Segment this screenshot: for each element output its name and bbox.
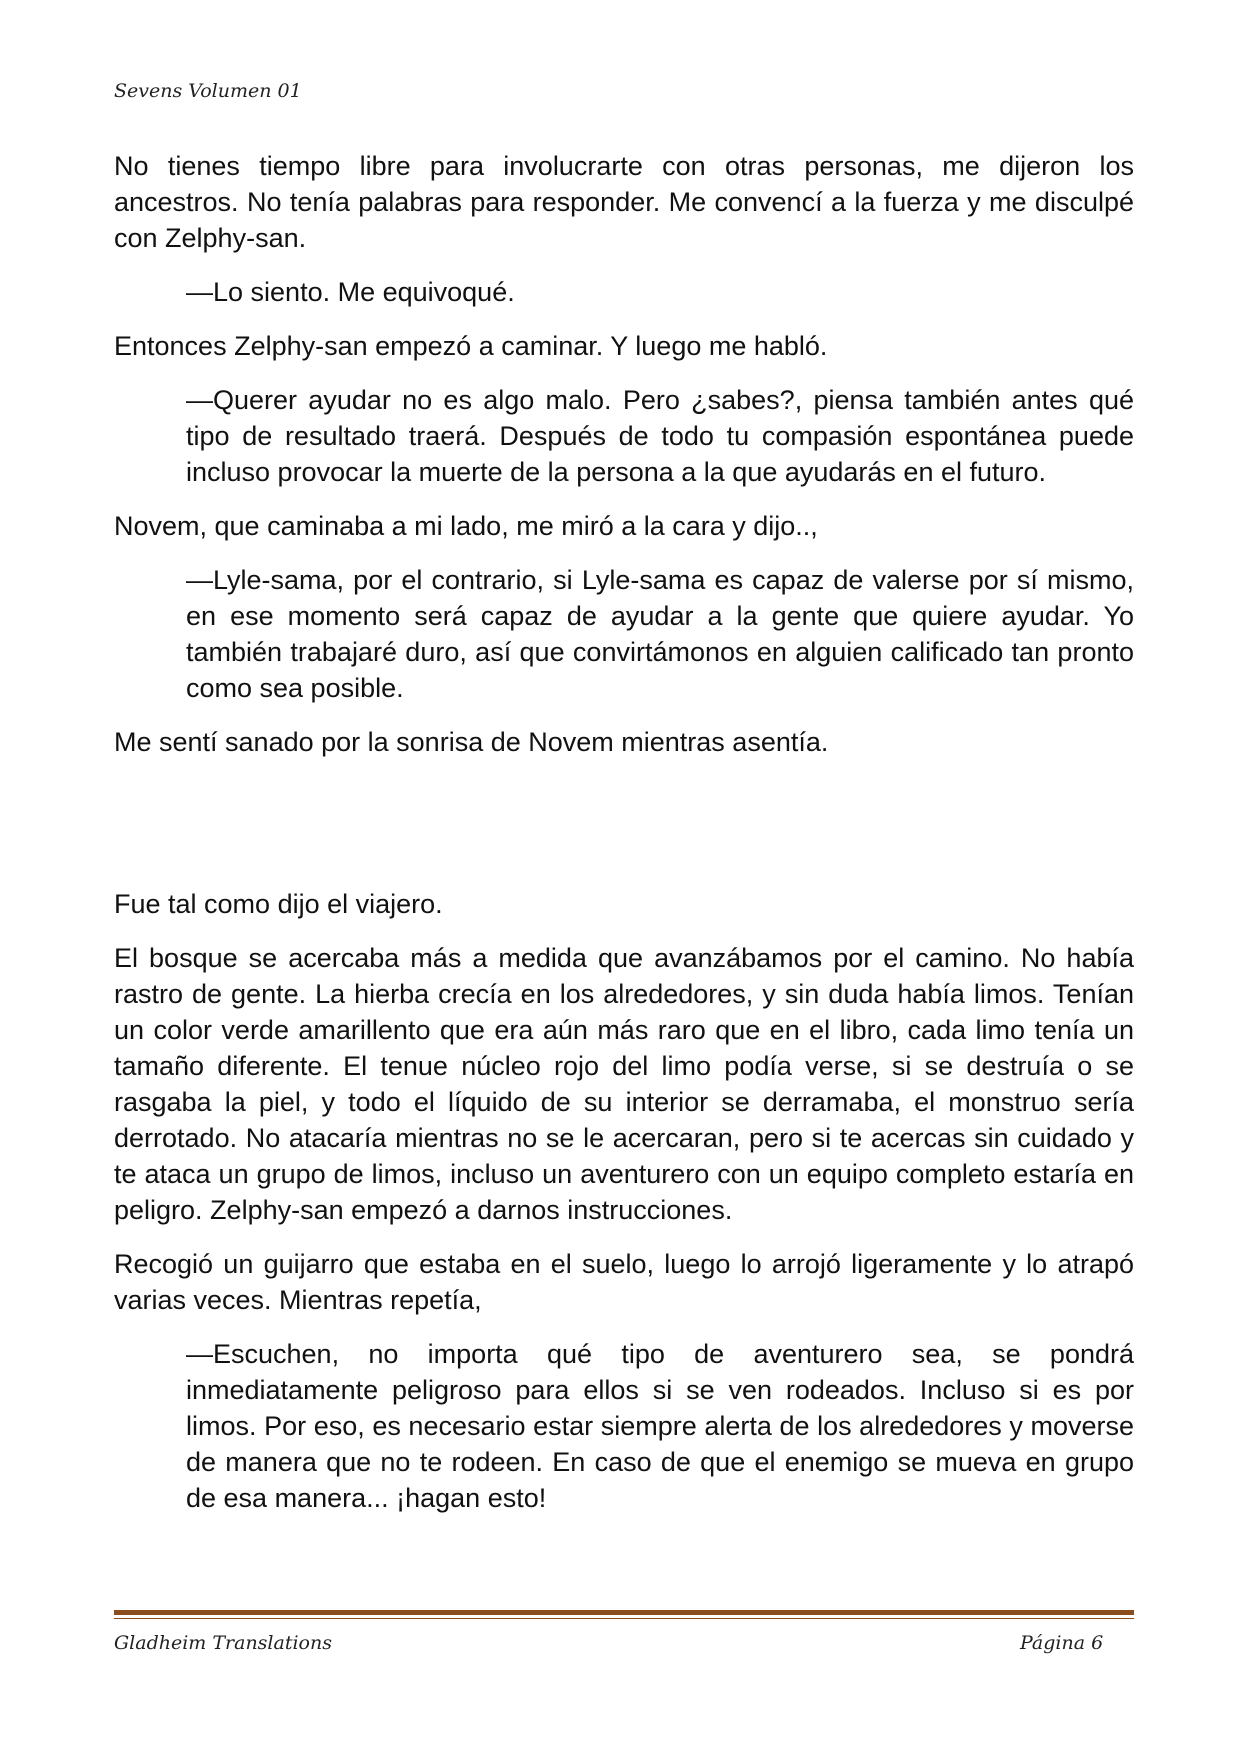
- paragraph: No tienes tiempo libre para involucrarte con otras personas, me dijeron los ancestros. No tenía palabras para responder. Me convencí a la fuerza y me disculpé con Zelphy-san.: [114, 151, 1134, 253]
- paragraph: Fue tal como dijo el viajero.: [114, 889, 443, 919]
- dialogue-line: —Escuchen, no importa qué tipo de aventurero sea, se pondrá inmediatamente peligroso para ellos si se ven rodeados. Incluso si es por limos. Por eso, es necesario estar siempre alerta de los alrededores y moverse de manera que no te rodeen. En caso de que el enemigo se mueva en grupo de esa manera... ¡hagan esto!: [186, 1339, 1134, 1513]
- dialogue-line: —Lo siento. Me equivoqué.: [186, 277, 515, 307]
- paragraph: Entonces Zelphy-san empezó a caminar. Y luego me habló.: [114, 331, 828, 361]
- footer-credit: Gladheim Translations: [114, 1632, 332, 1654]
- paragraph: Novem, que caminaba a mi lado, me miró a la cara y dijo..,: [114, 511, 818, 541]
- page-number: Página 6: [1020, 1632, 1104, 1654]
- running-header: Sevens Volumen 01: [114, 80, 302, 102]
- footer-rule-thick: [114, 1610, 1134, 1615]
- section-break: [114, 778, 1134, 886]
- paragraph: El bosque se acercaba más a medida que avanzábamos por el camino. No había rastro de gente. La hierba crecía en los alrededores, y sin duda había limos. Tenían un color verde amarillento que era aún más raro que en el libro, cada limo tenía un tamaño diferente. El tenue núcleo rojo del limo podía verse, si se destruía o se rasgaba la piel, y todo el líquido de su interior se derramaba, el monstruo sería derrotado. No atacaría mientras no se le acercaran, pero si te acercas sin cuidado y te ataca un grupo de limos, incluso un aventurero con un equipo completo estaría en peligro. Zelphy-san empezó a darnos instrucciones.: [114, 943, 1134, 1225]
- page-body: [114, 148, 1134, 1534]
- paragraph: Me sentí sanado por la sonrisa de Novem mientras asentía.: [114, 727, 829, 757]
- dialogue-line: —Querer ayudar no es algo malo. Pero ¿sabes?, piensa también antes qué tipo de resultado traerá. Después de todo tu compasión espontánea puede incluso provocar la muerte de la persona a la que ayudarás en el futuro.: [186, 385, 1134, 487]
- footer-rule-thin: [114, 1618, 1134, 1619]
- dialogue-line: —Lyle-sama, por el contrario, si Lyle-sama es capaz de valerse por sí mismo, en ese momento será capaz de ayudar a la gente que quiere ayudar. Yo también trabajaré duro, así que convirtámonos en alguien calificado tan pronto como sea posible.: [186, 565, 1134, 703]
- paragraph: Recogió un guijarro que estaba en el suelo, luego lo arrojó ligeramente y lo atrapó varias veces. Mientras repetía,: [114, 1249, 1134, 1315]
